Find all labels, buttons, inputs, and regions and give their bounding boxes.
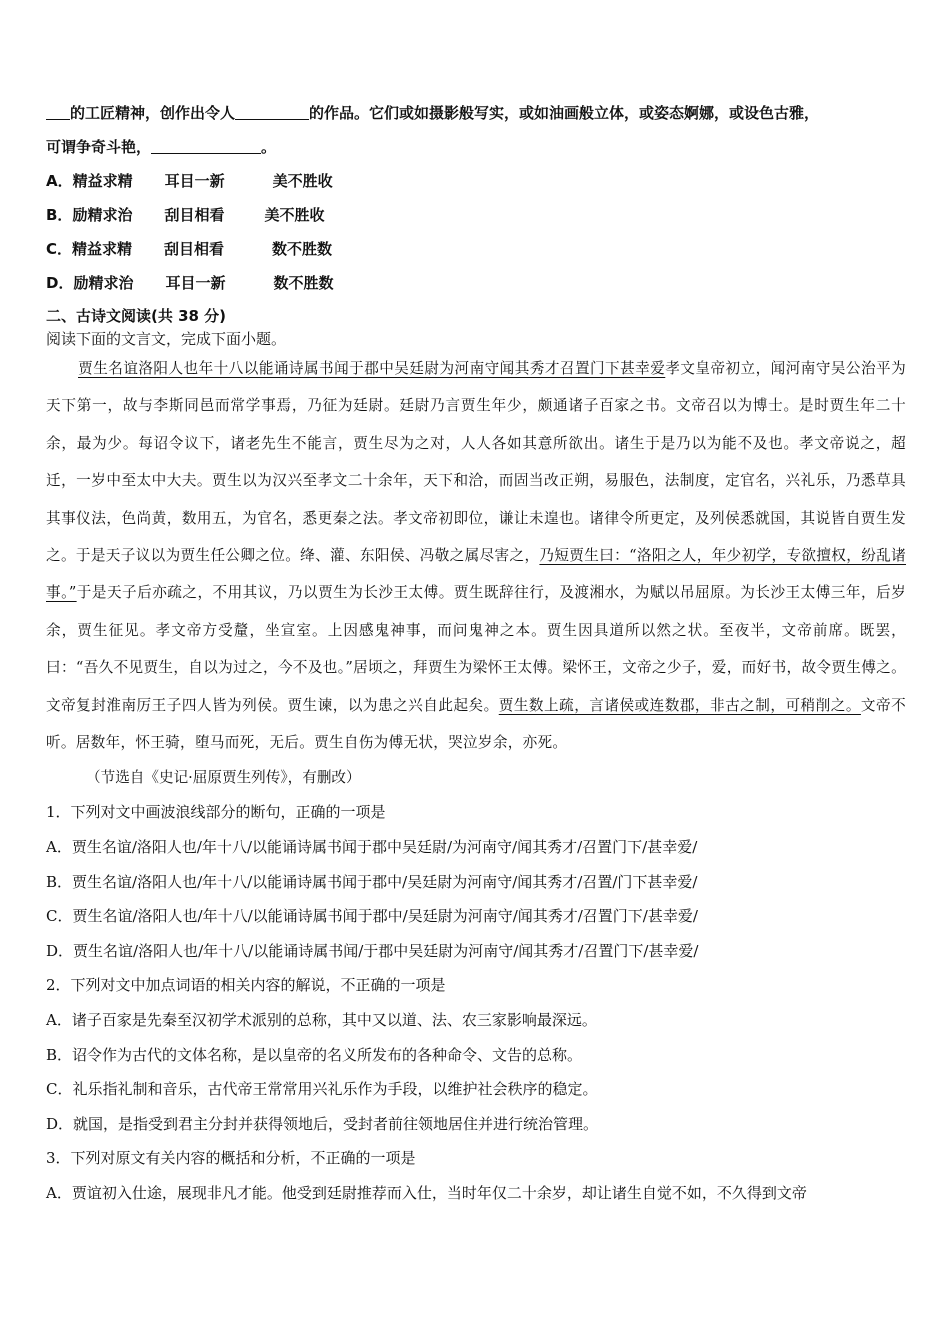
intro-text-2-end: 。: [261, 138, 277, 156]
intro-text-2: 可谓争奇斗艳，: [46, 138, 152, 156]
option-word-2: 耳目一新: [164, 172, 225, 190]
passage-text: 文帝不听。居数年，怀王骑，堕马而死，无后。贾生自伤为傅无状，哭泣岁余，亦死。: [46, 696, 906, 752]
answer-option: A．诸子百家是先秦至汉初学术派别的总称，其中又以道、法、农三家影响最深远。: [46, 1011, 597, 1030]
underlined-sentence-2: 贾生数上疏，言诸侯或连数郡，非古之制，可稍削之。: [498, 696, 861, 714]
document-page: [46, 96, 906, 1211]
blank-3: [151, 135, 261, 154]
option-d: [46, 266, 906, 300]
classical-passage: [46, 350, 906, 761]
option-word-3: 美不胜收: [272, 172, 333, 190]
option-letter: D．: [46, 274, 74, 292]
question-line: 1．下列对文中画波浪线部分的断句，正确的一项是: [46, 803, 386, 822]
option-letter: A．: [46, 172, 73, 190]
option-b: [46, 198, 906, 232]
option-word-2: 耳目一新: [165, 274, 226, 292]
question-line: 3．下列对原文有关内容的概括和分析，不正确的一项是: [46, 1149, 416, 1168]
option-word-3: 数不胜数: [272, 240, 333, 258]
option-c: [46, 232, 906, 266]
option-a: [46, 164, 906, 198]
passage-text: 于是天子后亦疏之，不用其议，乃以贾生为长沙王太傅。贾生既辞往行，及渡湘水，为赋以吊屈原。为长沙王太傅三年，后岁余，贾生征见。孝文帝方受釐，坐宣室。上因感鬼神事，而问鬼神之本。贾生因具道所以然之状。至夜半，文帝前席。既罢，曰：“吾久不见贾生，自以为过之，今不及也。”居顷之，拜贾生为梁怀王太傅。梁怀王，文帝之少子，爱，而好书，故令贾生傅之。文帝复封淮南厉王子四人皆为列侯。贾生谏，以为患之兴自此起矣。: [46, 584, 906, 714]
answer-option: B．诏令作为古代的文体名称，是以皇帝的名义所发布的各种命令、文告的总称。: [46, 1045, 583, 1064]
option-letter: C．: [46, 240, 73, 258]
answer-option: A．贾谊初入仕途，展现非凡才能。他受到廷尉推荐而入仕，当时年仅二十余岁，却让诸生自觉不如，不久得到文帝: [46, 1184, 807, 1202]
passage-text: 孝文皇帝初立，闻河南守吴公治平为天下第一，故与李斯同邑而常学事焉，乃征为廷尉。廷尉乃言贾生年少，颇通诸子百家之书。文帝召以为博士。是时贾生年二十余，最为少。每诏令议下，诸老先生不能言，贾生尽为之对，人人各如其意所欲出。诸生于是乃以为能不及也。孝文帝说之，超迁，一岁中至太中大夫。贾生以为汉兴至孝文二十余年，天下和洽，而固当改正朔，易服色，法制度，定官名，兴礼乐，乃悉草具其事仪法，色尚黄，数用五，为官名，悉更秦之法。孝文帝初即位，谦让未遑也。诸律令所更定，及列侯悉就国，其说皆自贾生发之。于是天子议以为贾生任公卿之位。绛、灌、东阳侯、冯敬之属尽害之，: [46, 360, 906, 565]
blank-1: [46, 101, 70, 120]
option-word-2: 刮目相看: [164, 206, 225, 224]
option-word-3: 美不胜收: [264, 206, 325, 224]
option-word-3: 数不胜数: [273, 274, 334, 292]
option-letter: B．: [46, 206, 73, 224]
blank-2: [235, 101, 309, 120]
intro-line-2: [46, 130, 906, 164]
answer-option: D．贾生名谊/洛阳人也/年十八/以能诵诗属书闻/于郡中吴廷尉为河南守/闻其秀才/召置门下/甚幸爱/: [46, 941, 699, 960]
intro-text-1b: 的作品。它们或如摄影般写实，或如油画般立体，或姿态婀娜，或设色古雅，: [309, 104, 820, 122]
option-word-1: 励精求治: [73, 274, 134, 292]
answer-option: C．礼乐指礼制和音乐，古代帝王常常用兴礼乐作为手段，以维护社会秩序的稳定。: [46, 1080, 598, 1099]
answer-option: B．贾生名谊/洛阳人也/年十八/以能诵诗属书闻于郡中/吴廷尉为河南守/闻其秀才/召置/门下甚幸爱/: [46, 872, 698, 891]
question-line: 2．下列对文中加点词语的相关内容的解说，不正确的一项是: [46, 976, 446, 995]
section-2-title: 二、古诗文阅读(共 38 分): [46, 307, 227, 325]
option-word-1: 精益求精: [72, 172, 133, 190]
answer-option: A．贾生名谊/洛阳人也/年十八/以能诵诗属书闻于郡中吴廷尉/为河南守/闻其秀才/召置门下/甚幸爱/: [46, 838, 698, 857]
passage-source: （节选自《史记·屈原贾生列传》，有删改）: [86, 769, 361, 787]
intro-line-1: [46, 96, 906, 130]
section-2-instruction: 阅读下面的文言文，完成下面小题。: [46, 330, 287, 348]
intro-text-1a: 的工匠精神，创作出令人: [70, 104, 236, 122]
answer-option: D．就国，是指受到君主分封并获得领地后，受封者前往领地居住并进行统治管理。: [46, 1114, 599, 1133]
option-word-1: 精益求精: [72, 240, 133, 258]
answer-option: C．贾生名谊/洛阳人也/年十八/以能诵诗属书闻于郡中/吴廷尉为河南守/闻其秀才/召置门下/甚幸爱/: [46, 907, 698, 926]
wavy-underlined-text: 贾生名谊洛阳人也年十八以能诵诗属书闻于郡中吴廷尉为河南守闻其秀才召置门下甚幸爱: [78, 360, 666, 377]
underlined-sentence-1: 乃短贾生曰：“洛阳之人，年少初学，专欲擅权，纷乱诸事。”: [46, 547, 907, 602]
option-word-2: 刮目相看: [164, 240, 225, 258]
option-word-1: 励精求治: [72, 206, 133, 224]
